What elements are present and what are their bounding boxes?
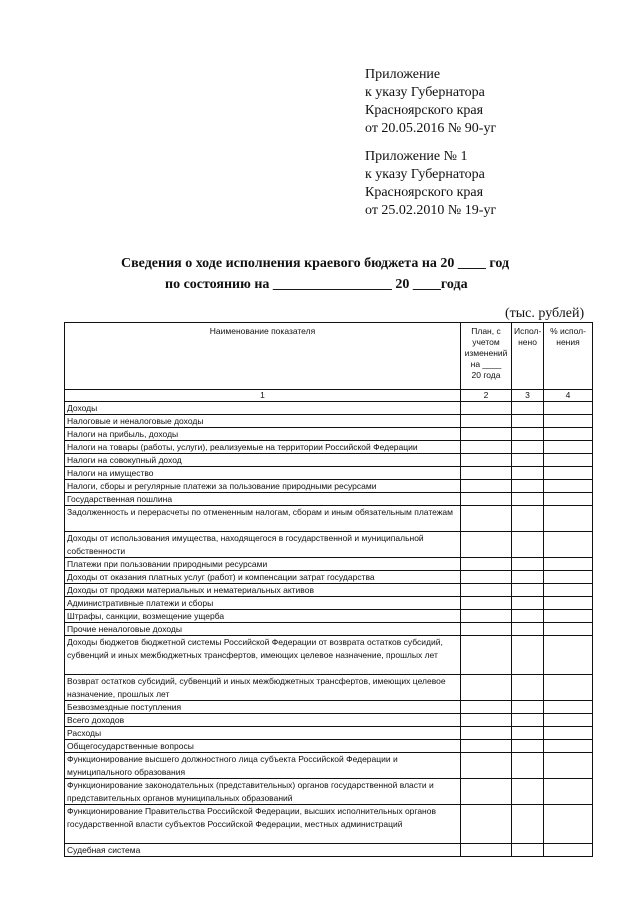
executed-cell — [512, 454, 544, 467]
document-title-line-2: по состоянию на _________________ 20 ____года — [165, 277, 468, 292]
executed-cell — [512, 441, 544, 454]
indicator-name-cell: Функционирование высшего должностного лица субъекта Российской Федерации и муниципального образования — [65, 753, 461, 779]
table-row — [65, 701, 593, 714]
plan-cell — [461, 532, 512, 558]
plan-cell — [461, 402, 512, 415]
percent-cell — [544, 428, 593, 441]
executed-cell — [512, 779, 544, 805]
plan-cell — [461, 753, 512, 779]
table-row — [65, 428, 593, 441]
indicator-name-cell: Доходы от оказания платных услуг (работ) и компенсации затрат государства — [65, 571, 461, 584]
percent-cell — [544, 467, 593, 480]
indicator-name-cell: Прочие неналоговые доходы — [65, 623, 461, 636]
executed-cell — [512, 467, 544, 480]
executed-cell — [512, 727, 544, 740]
indicator-name-cell: Государственная пошлина — [65, 493, 461, 506]
annex-line: Красноярского края — [365, 185, 484, 200]
table-row — [65, 753, 593, 779]
indicator-name-cell: Штрафы, санкции, возмещение ущерба — [65, 610, 461, 623]
executed-cell — [512, 805, 544, 844]
percent-cell — [544, 584, 593, 597]
percent-cell — [544, 480, 593, 493]
executed-cell — [512, 740, 544, 753]
indicator-name-cell: Расходы — [65, 727, 461, 740]
plan-cell — [461, 844, 512, 857]
header-plan-line: изменений — [464, 348, 508, 358]
budget-table — [64, 322, 593, 857]
percent-cell — [544, 454, 593, 467]
header-plan-line: на ____ — [470, 359, 502, 369]
table-row — [65, 584, 593, 597]
plan-cell — [461, 805, 512, 844]
indicator-name-cell: Всего доходов — [65, 714, 461, 727]
executed-cell — [512, 844, 544, 857]
executed-cell — [512, 636, 544, 675]
table-row — [65, 805, 593, 844]
percent-cell — [544, 493, 593, 506]
header-indicator-name: Наименование показателя — [65, 323, 461, 390]
percent-cell — [544, 597, 593, 610]
annex-block-current — [365, 66, 496, 138]
plan-cell — [461, 623, 512, 636]
indicator-name-cell: Функционирование Правительства Российской Федерации, высших исполнительных органов государственной власти субъектов Российской Федерации, местных администраций — [65, 805, 461, 844]
table-row — [65, 610, 593, 623]
percent-cell — [544, 532, 593, 558]
indicator-name-cell: Административные платежи и сборы — [65, 597, 461, 610]
table-body — [65, 402, 593, 857]
plan-cell — [461, 493, 512, 506]
annex-line: Приложение — [365, 67, 441, 82]
table-row — [65, 727, 593, 740]
executed-cell — [512, 610, 544, 623]
indicator-name-cell: Общегосударственные вопросы — [65, 740, 461, 753]
column-number: 1 — [65, 390, 461, 402]
plan-cell — [461, 558, 512, 571]
indicator-name-cell: Доходы бюджетов бюджетной системы Российской Федерации от возврата остатков субсидий, субвенций и иных межбюджетных трансфертов, имеющих целевое назначение, прошлых лет — [65, 636, 461, 675]
executed-cell — [512, 428, 544, 441]
annex-line: от 25.02.2010 № 19-уг — [365, 203, 497, 218]
header-executed-line: нено — [518, 337, 537, 347]
header-percent — [544, 323, 593, 390]
executed-cell — [512, 558, 544, 571]
executed-cell — [512, 506, 544, 532]
table-row — [65, 493, 593, 506]
annex-line: от 20.05.2016 № 90-уг — [365, 121, 497, 136]
column-number-row — [65, 390, 593, 402]
plan-cell — [461, 597, 512, 610]
plan-cell — [461, 727, 512, 740]
executed-cell — [512, 493, 544, 506]
plan-cell — [461, 506, 512, 532]
header-percent-line: нения — [556, 337, 580, 347]
plan-cell — [461, 740, 512, 753]
percent-cell — [544, 610, 593, 623]
percent-cell — [544, 558, 593, 571]
header-executed — [512, 323, 544, 390]
indicator-name-cell: Налоги на товары (работы, услуги), реализуемые на территории Российской Федерации — [65, 441, 461, 454]
percent-cell — [544, 805, 593, 844]
indicator-name-cell: Налоги на прибыль, доходы — [65, 428, 461, 441]
header-executed-line: Испол- — [514, 326, 542, 336]
table-row — [65, 623, 593, 636]
plan-cell — [461, 636, 512, 675]
plan-cell — [461, 428, 512, 441]
indicator-name-cell: Доходы от продажи материальных и нематериальных активов — [65, 584, 461, 597]
indicator-name-cell: Задолженность и перерасчеты по отмененным налогам, сборам и иным обязательным платежам — [65, 506, 461, 532]
indicator-name-cell: Судебная система — [65, 844, 461, 857]
table-row — [65, 467, 593, 480]
percent-cell — [544, 441, 593, 454]
table-header-row — [65, 323, 593, 390]
table-row — [65, 714, 593, 727]
column-number: 4 — [544, 390, 593, 402]
header-plan — [461, 323, 512, 390]
plan-cell — [461, 480, 512, 493]
executed-cell — [512, 623, 544, 636]
percent-cell — [544, 402, 593, 415]
annex-line: к указу Губернатора — [365, 85, 485, 100]
executed-cell — [512, 701, 544, 714]
table-row — [65, 636, 593, 675]
table-row — [65, 532, 593, 558]
percent-cell — [544, 844, 593, 857]
plan-cell — [461, 584, 512, 597]
plan-cell — [461, 779, 512, 805]
percent-cell — [544, 675, 593, 701]
table-row — [65, 675, 593, 701]
executed-cell — [512, 415, 544, 428]
percent-cell — [544, 714, 593, 727]
percent-cell — [544, 636, 593, 675]
percent-cell — [544, 506, 593, 532]
header-plan-line: 20 года — [471, 370, 501, 380]
table-row — [65, 597, 593, 610]
indicator-name-cell: Доходы — [65, 402, 461, 415]
table-row — [65, 506, 593, 532]
plan-cell — [461, 415, 512, 428]
plan-cell — [461, 701, 512, 714]
table-row — [65, 779, 593, 805]
table-row — [65, 415, 593, 428]
column-number: 3 — [512, 390, 544, 402]
executed-cell — [512, 675, 544, 701]
annex-line: Красноярского края — [365, 103, 484, 118]
table-row — [65, 844, 593, 857]
percent-cell — [544, 623, 593, 636]
table-row — [65, 480, 593, 493]
column-number: 2 — [461, 390, 512, 402]
units-label: (тыс. рублей) — [505, 306, 585, 321]
table-row — [65, 441, 593, 454]
executed-cell — [512, 753, 544, 779]
percent-cell — [544, 571, 593, 584]
indicator-name-cell: Доходы от использования имущества, находящегося в государственной и муниципальной собственности — [65, 532, 461, 558]
plan-cell — [461, 714, 512, 727]
indicator-name-cell: Налоговые и неналоговые доходы — [65, 415, 461, 428]
header-plan-line: План, с — [471, 326, 501, 336]
header-percent-line: % испол- — [550, 326, 586, 336]
table-row — [65, 740, 593, 753]
executed-cell — [512, 402, 544, 415]
indicator-name-cell: Налоги, сборы и регулярные платежи за пользование природными ресурсами — [65, 480, 461, 493]
percent-cell — [544, 415, 593, 428]
percent-cell — [544, 727, 593, 740]
indicator-name-cell: Налоги на совокупный доход — [65, 454, 461, 467]
plan-cell — [461, 454, 512, 467]
table-row — [65, 402, 593, 415]
plan-cell — [461, 467, 512, 480]
executed-cell — [512, 532, 544, 558]
table-row — [65, 558, 593, 571]
executed-cell — [512, 714, 544, 727]
indicator-name-cell: Безвозмездные поступления — [65, 701, 461, 714]
plan-cell — [461, 610, 512, 623]
document-title-line-1: Сведения о ходе исполнения краевого бюджета на 20 ____ год — [121, 256, 510, 271]
plan-cell — [461, 441, 512, 454]
indicator-name-cell: Функционирование законодательных (представительных) органов государственной власти и представительных органов муниципальных образований — [65, 779, 461, 805]
header-plan-line: учетом — [472, 337, 500, 347]
indicator-name-cell: Возврат остатков субсидий, субвенций и иных межбюджетных трансфертов, имеющих целевое назначение, прошлых лет — [65, 675, 461, 701]
indicator-name-cell: Платежи при пользовании природными ресурсами — [65, 558, 461, 571]
plan-cell — [461, 571, 512, 584]
percent-cell — [544, 753, 593, 779]
executed-cell — [512, 584, 544, 597]
indicator-name-cell: Налоги на имущество — [65, 467, 461, 480]
percent-cell — [544, 740, 593, 753]
executed-cell — [512, 480, 544, 493]
annex-line: Приложение № 1 — [365, 149, 468, 164]
annex-block-original — [365, 148, 496, 220]
executed-cell — [512, 597, 544, 610]
table-row — [65, 454, 593, 467]
executed-cell — [512, 571, 544, 584]
table-row — [65, 571, 593, 584]
percent-cell — [544, 779, 593, 805]
annex-line: к указу Губернатора — [365, 167, 485, 182]
plan-cell — [461, 675, 512, 701]
percent-cell — [544, 701, 593, 714]
